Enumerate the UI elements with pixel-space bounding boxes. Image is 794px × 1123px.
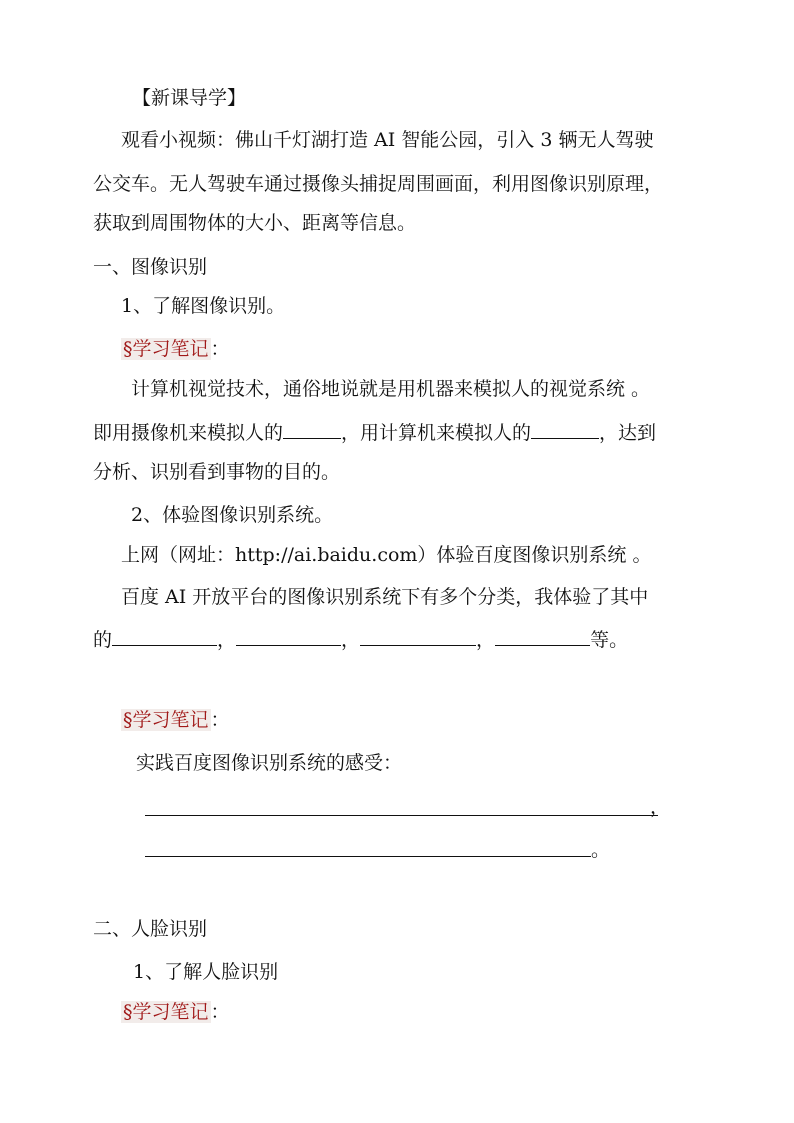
platform-line-2 xyxy=(93,627,628,651)
vision-text-part-a: 即用摄像机来模拟人的 xyxy=(93,422,284,444)
comma: ， xyxy=(476,629,496,651)
online-instruction: 上网（网址：http://ai.baidu.com）体验百度图像识别系统 。 xyxy=(121,544,652,566)
fill-blank-category-4[interactable] xyxy=(495,627,590,646)
intro-line-1: 观看小视频：佛山千灯湖打造 AI 智能公园，引入 3 辆无人驾驶 xyxy=(121,129,654,151)
feeling-answer-line-2[interactable] xyxy=(145,856,591,857)
study-note-3 xyxy=(121,1000,230,1024)
study-note-1 xyxy=(121,337,230,361)
feeling-prompt: 实践百度图像识别系统的感受： xyxy=(136,752,403,774)
section-1-item-2: 2、体验图像识别系统。 xyxy=(131,504,334,526)
intro-line-3: 获取到周围物体的大小、距离等信息。 xyxy=(93,212,417,234)
feeling-line-2-end: 。 xyxy=(591,839,611,861)
comma: ， xyxy=(217,629,237,651)
fill-blank-brain[interactable] xyxy=(531,420,599,439)
platform-line-2-start: 的 xyxy=(93,629,113,651)
fill-blank-category-1[interactable] xyxy=(112,627,217,646)
vision-text-part-b: ，用计算机来模拟人的 xyxy=(341,422,532,444)
fill-blank-category-2[interactable] xyxy=(236,627,341,646)
vision-text-line-1: 计算机视觉技术，通俗地说就是用机器来模拟人的视觉系统 。 xyxy=(131,378,651,400)
study-note-colon: ： xyxy=(210,338,230,360)
study-note-colon: ： xyxy=(210,1001,230,1023)
intro-line-2: 公交车。无人驾驶车通过摄像头捕捉周围画面，利用图像识别原理， xyxy=(93,173,664,195)
section-1-item-1: 1、了解图像识别。 xyxy=(121,295,286,317)
vision-text-line-2 xyxy=(93,420,656,444)
feeling-line-1-end: ， xyxy=(650,796,670,818)
section-2-title: 二、人脸识别 xyxy=(93,918,208,940)
platform-line-1: 百度 AI 开放平台的图像识别系统下有多个分类，我体验了其中 xyxy=(121,586,649,608)
vision-text-line-3: 分析、识别看到事物的目的。 xyxy=(93,461,341,483)
study-note-2 xyxy=(121,708,230,732)
study-note-label: §学习笔记 xyxy=(123,1001,209,1023)
vision-text-part-c: ，达到 xyxy=(599,422,657,444)
fill-blank-category-3[interactable] xyxy=(360,627,476,646)
study-note-label: §学习笔记 xyxy=(123,709,209,731)
study-note-label: §学习笔记 xyxy=(123,338,209,360)
fill-blank-eye[interactable] xyxy=(283,420,341,439)
platform-line-2-end: 等。 xyxy=(590,629,629,651)
comma: ， xyxy=(341,629,361,651)
guide-heading: 【新课导学】 xyxy=(132,87,247,109)
study-note-colon: ： xyxy=(210,709,230,731)
feeling-answer-line-1[interactable] xyxy=(145,815,658,816)
section-2-item-1: 1、了解人脸识别 xyxy=(133,961,279,983)
section-1-title: 一、图像识别 xyxy=(93,256,208,278)
